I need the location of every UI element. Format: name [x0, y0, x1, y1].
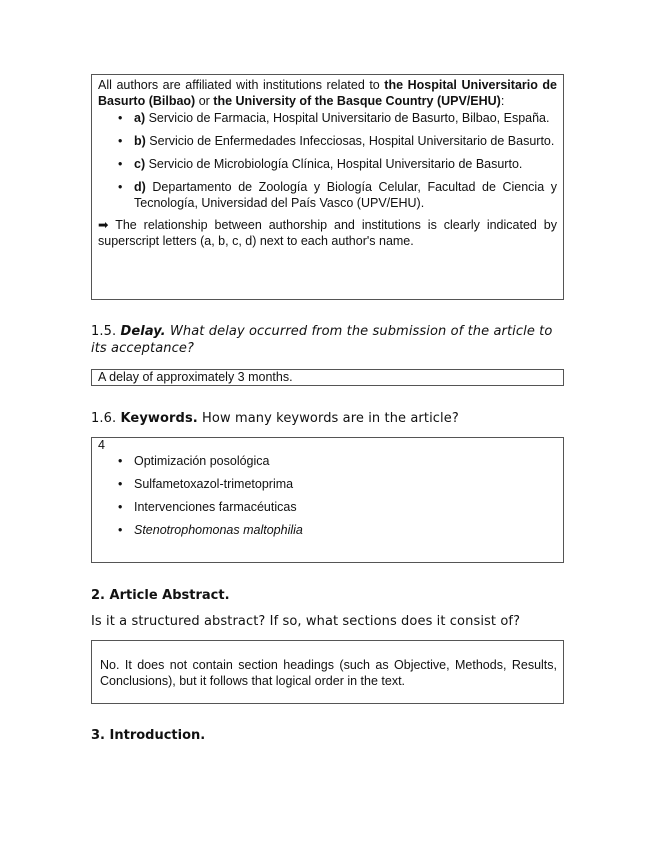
delay-number: 1.5. — [91, 324, 117, 339]
university-name: the University of the Basque Country (UPV/EHU) — [213, 94, 501, 108]
affiliation-letter: c) — [134, 157, 146, 171]
list-item — [98, 179, 557, 211]
keywords-list — [98, 453, 557, 538]
list-item: • Sulfametoxazol-trimetoprima — [98, 476, 557, 492]
delay-answer: A delay of approximately 3 months. — [98, 370, 293, 384]
keywords-number: 1.6. — [91, 411, 117, 426]
keywords-title: Keywords. — [120, 411, 198, 426]
delay-answer-box — [91, 369, 564, 386]
affiliation-text: Departamento de Zoología y Biología Celular, Facultad de Ciencia y Tecnología, Universidad del País Vasco (UPV/EHU). — [134, 180, 557, 210]
affiliations-note — [98, 217, 557, 249]
keywords-box — [91, 437, 564, 563]
affiliation-letter: d) — [134, 180, 146, 194]
hospital-name: the Hospital Universitario de Basurto (Bilbao) — [98, 78, 558, 108]
list-item — [98, 110, 557, 126]
list-item — [98, 522, 557, 538]
abstract-heading: 2. Article Abstract. — [91, 588, 230, 603]
affiliation-text: Servicio de Microbiología Clínica, Hospital Universitario de Basurto. — [145, 157, 523, 171]
affiliations-intro-or: or — [195, 94, 214, 108]
affiliations-box — [91, 74, 564, 300]
abstract-answer: No. It does not contain section headings (such as Objective, Methods, Results, Conclusions), but it follows that logical order in the text. — [100, 658, 557, 688]
list-item — [98, 133, 557, 149]
delay-question-text: What delay occurred from the submission of the article to its acceptance? — [91, 324, 553, 356]
introduction-heading: 3. Introduction. — [91, 728, 206, 743]
abstract-question: Is it a structured abstract? If so, what sections does it consist of? — [91, 614, 521, 629]
list-item: • Intervenciones farmacéuticas — [98, 499, 557, 515]
keywords-count: 4 — [98, 438, 105, 452]
keywords-question — [91, 410, 566, 427]
keywords-question-text: How many keywords are in the article? — [197, 411, 459, 426]
keyword-species: Stenotrophomonas maltophilia — [134, 523, 303, 537]
arrow-right-icon: ➡ — [98, 218, 109, 232]
affiliation-letter: a) — [134, 111, 146, 125]
affiliations-intro — [98, 77, 557, 109]
affiliation-text: Servicio de Enfermedades Infecciosas, Hospital Universitario de Basurto. — [145, 134, 555, 148]
affiliations-intro-colon: : — [500, 94, 505, 108]
affiliations-intro-text: All authors are affiliated with institutions related to — [98, 78, 385, 92]
affiliations-list — [98, 110, 557, 211]
abstract-answer-box — [91, 640, 564, 704]
list-item: • Optimización posológica — [98, 453, 557, 469]
delay-title: Delay. — [120, 324, 166, 339]
affiliation-letter: b) — [134, 134, 146, 148]
affiliation-text: Servicio de Farmacia, Hospital Universitario de Basurto, Bilbao, España. — [145, 111, 550, 125]
delay-question — [91, 323, 566, 357]
list-item — [98, 156, 557, 172]
affiliations-note-text: The relationship between authorship and institutions is clearly indicated by superscript letters (a, b, c, d) next to each author's name. — [98, 218, 557, 248]
